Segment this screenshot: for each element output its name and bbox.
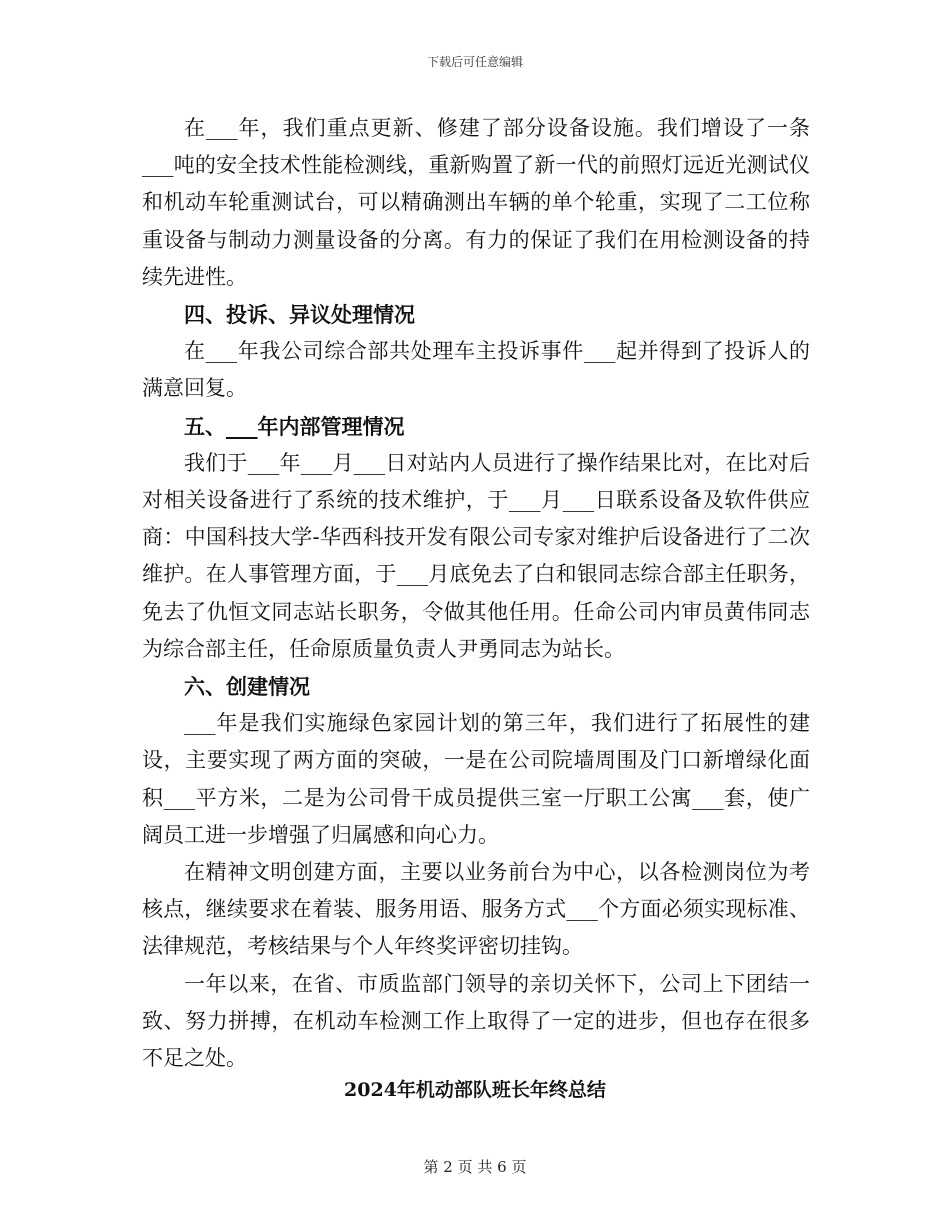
paragraph-equipment-upgrade: 在___年，我们重点更新、修建了部分设备设施。我们增设了一条___吨的安全技术性能检测线，重新购置了新一代的前照灯远近光测试仪和机动车轮重测试台，可以精确测出车辆的单个轮重，实现了二工位称重设备与制动力测量设备的分离。有力的保证了我们在用检测设备的持续先进性。: [142, 116, 810, 289]
document-body: [142, 110, 810, 1077]
paragraph-green-home: ___年是我们实施绿色家园计划的第三年，我们进行了拓展性的建设，主要实现了两方面的突破，一是在公司院墙周围及门口新增绿化面积___平方米，二是为公司骨干成员提供三室一厅职工公寓___套，使广阔员工进一步增强了归属感和向心力。: [142, 711, 810, 847]
header-note: 下载后可任意编辑: [426, 55, 523, 69]
section-heading-internal-management: 五、___年内部管理情况: [184, 413, 405, 439]
page-number: 第 2 页 共 6 页: [423, 1158, 527, 1176]
section-heading-complaints: 四、投诉、异议处理情况: [184, 302, 415, 328]
paragraph-conclusion: 一年以来，在省、市质监部门领导的亲切关怀下，公司上下团结一致、努力拼搏，在机动车检测工作上取得了一定的进步，但也存在很多不足之处。: [142, 971, 810, 1071]
paragraph-complaints: 在___年我公司综合部共处理车主投诉事件___起并得到了投诉人的满意回复。: [142, 339, 810, 401]
section-heading-creation: 六、创建情况: [184, 674, 310, 700]
paragraph-spiritual-civilization: 在精神文明创建方面，主要以业务前台为中心，以各检测岗位为考核点，继续要求在着装、服务用语、服务方式___个方面必须实现标准、法律规范，考核结果与个人年终奖评密切挂钩。: [142, 860, 810, 959]
document-title: 2024年机动部队班长年终总结: [344, 1079, 606, 1101]
paragraph-internal-management: 我们于___年___月___日对站内人员进行了操作结果比对，在比对后对相关设备进行了系统的技术维护，于___月___日联系设备及软件供应商：中国科技大学-华西科技开发有限公司专家对维护后设备进行了二次维护。在人事管理方面，于___月底免去了白和银同志综合部主任职务，免去了仇恒文同志站长职务，令做其他任用。任命公司内审员黄伟同志为综合部主任，任命原质量负责人尹勇同志为站长。: [142, 450, 810, 661]
